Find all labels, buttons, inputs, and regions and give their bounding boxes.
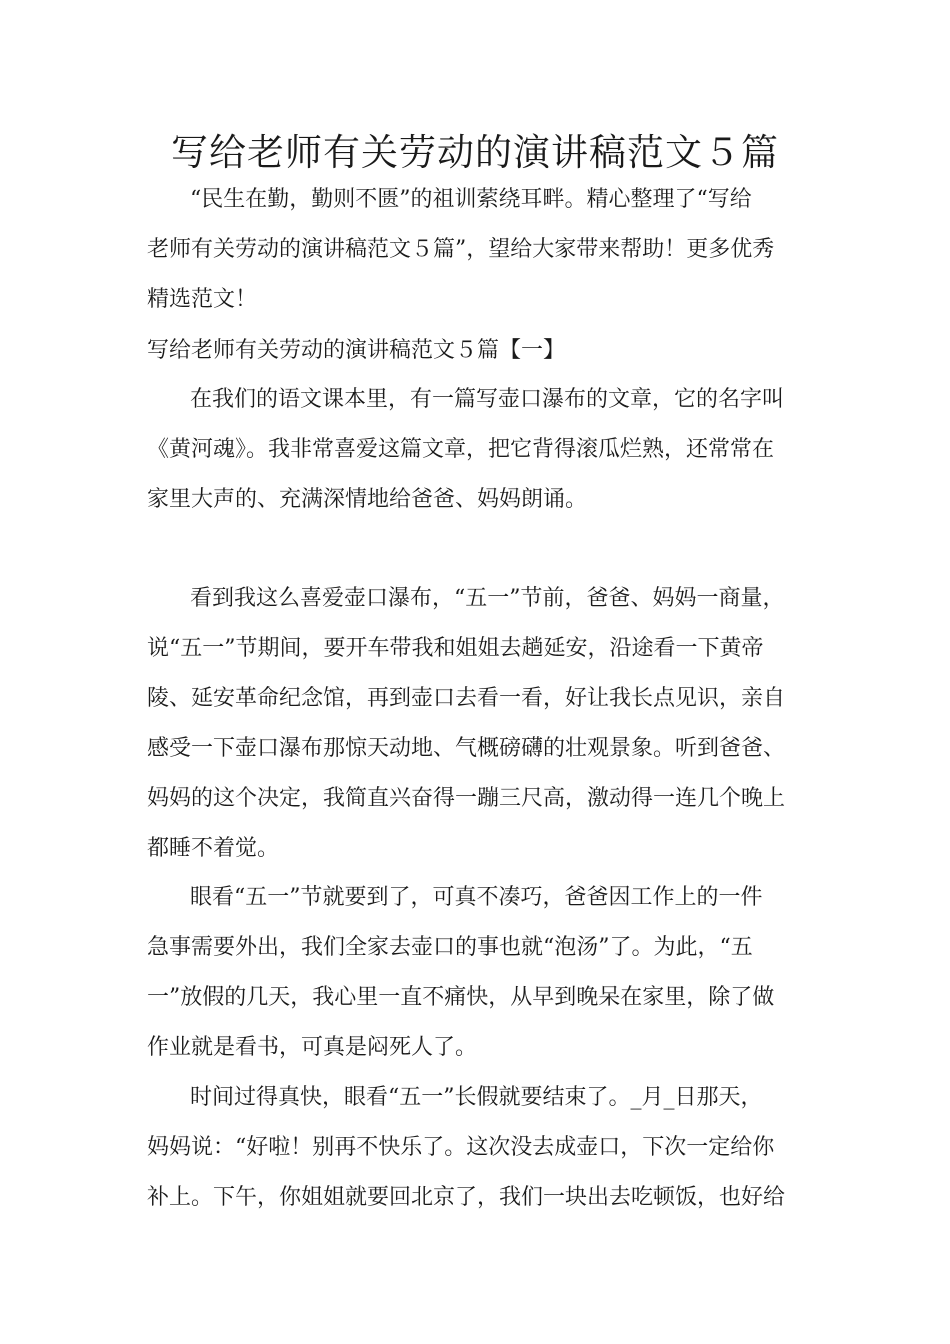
paragraph-2-line-3: 陵、延安革命纪念馆，再到壶口去看一看，好让我长点见识，亲自 xyxy=(147,686,786,711)
intro-line-1: “民生在勤，勤则不匮”的祖训萦绕耳畔。精心整理了“写给 xyxy=(190,187,752,212)
paragraph-1-line-1: 在我们的语文课本里，有一篇写壶口瀑布的文章，它的名字叫 xyxy=(190,387,785,412)
paragraph-3-line-2: 急事需要外出，我们全家去壶口的事也就“泡汤”了。为此，“五 xyxy=(147,935,753,960)
paragraph-3-line-1: 眼看“五一”节就要到了，可真不凑巧，爸爸因工作上的一件 xyxy=(190,885,763,910)
paragraph-2-line-6: 都睡不着觉。 xyxy=(147,836,280,861)
paragraph-3-line-3: 一”放假的几天，我心里一直不痛快，从早到晚呆在家里，除了做 xyxy=(147,985,775,1010)
paragraph-2-line-5: 妈妈的这个决定，我简直兴奋得一蹦三尺高，激动得一连几个晚上 xyxy=(147,786,786,811)
paragraph-3-line-4: 作业就是看书，可真是闷死人了。 xyxy=(147,1035,478,1060)
paragraph-1-line-2: 《黄河魂》。我非常喜爱这篇文章，把它背得滚瓜烂熟，还常常在 xyxy=(147,437,775,462)
intro-line-2: 老师有关劳动的演讲稿范文５篇”，望给大家带来帮助！更多优秀 xyxy=(147,237,775,262)
paragraph-2-line-1: 看到我这么喜爱壶口瀑布，“五一”节前，爸爸、妈妈一商量， xyxy=(190,586,785,611)
paragraph-2-line-4: 感受一下壶口瀑布那惊天动地、气概磅礴的壮观景象。听到爸爸、 xyxy=(147,736,786,761)
paragraph-2-line-2: 说“五一”节期间，要开车带我和姐姐去趟延安，沿途看一下黄帝 xyxy=(147,636,764,661)
paragraph-1-line-3: 家里大声的、充满深情地给爸爸、妈妈朗诵。 xyxy=(147,487,588,512)
paragraph-4-line-3: 补上。下午，你姐姐就要回北京了，我们一块出去吃顿饭，也好给 xyxy=(147,1185,786,1210)
intro-line-3: 精选范文！ xyxy=(147,287,258,312)
section-heading: 写给老师有关劳动的演讲稿范文５篇【一】 xyxy=(147,338,566,363)
paragraph-4-line-1: 时间过得真快，眼看“五一”长假就要结束了。_月_日那天， xyxy=(190,1085,763,1110)
paragraph-4-line-2: 妈妈说：“好啦！别再不快乐了。这次没去成壶口，下次一定给你 xyxy=(147,1135,775,1160)
document-title: 写给老师有关劳动的演讲稿范文５篇 xyxy=(171,131,779,174)
